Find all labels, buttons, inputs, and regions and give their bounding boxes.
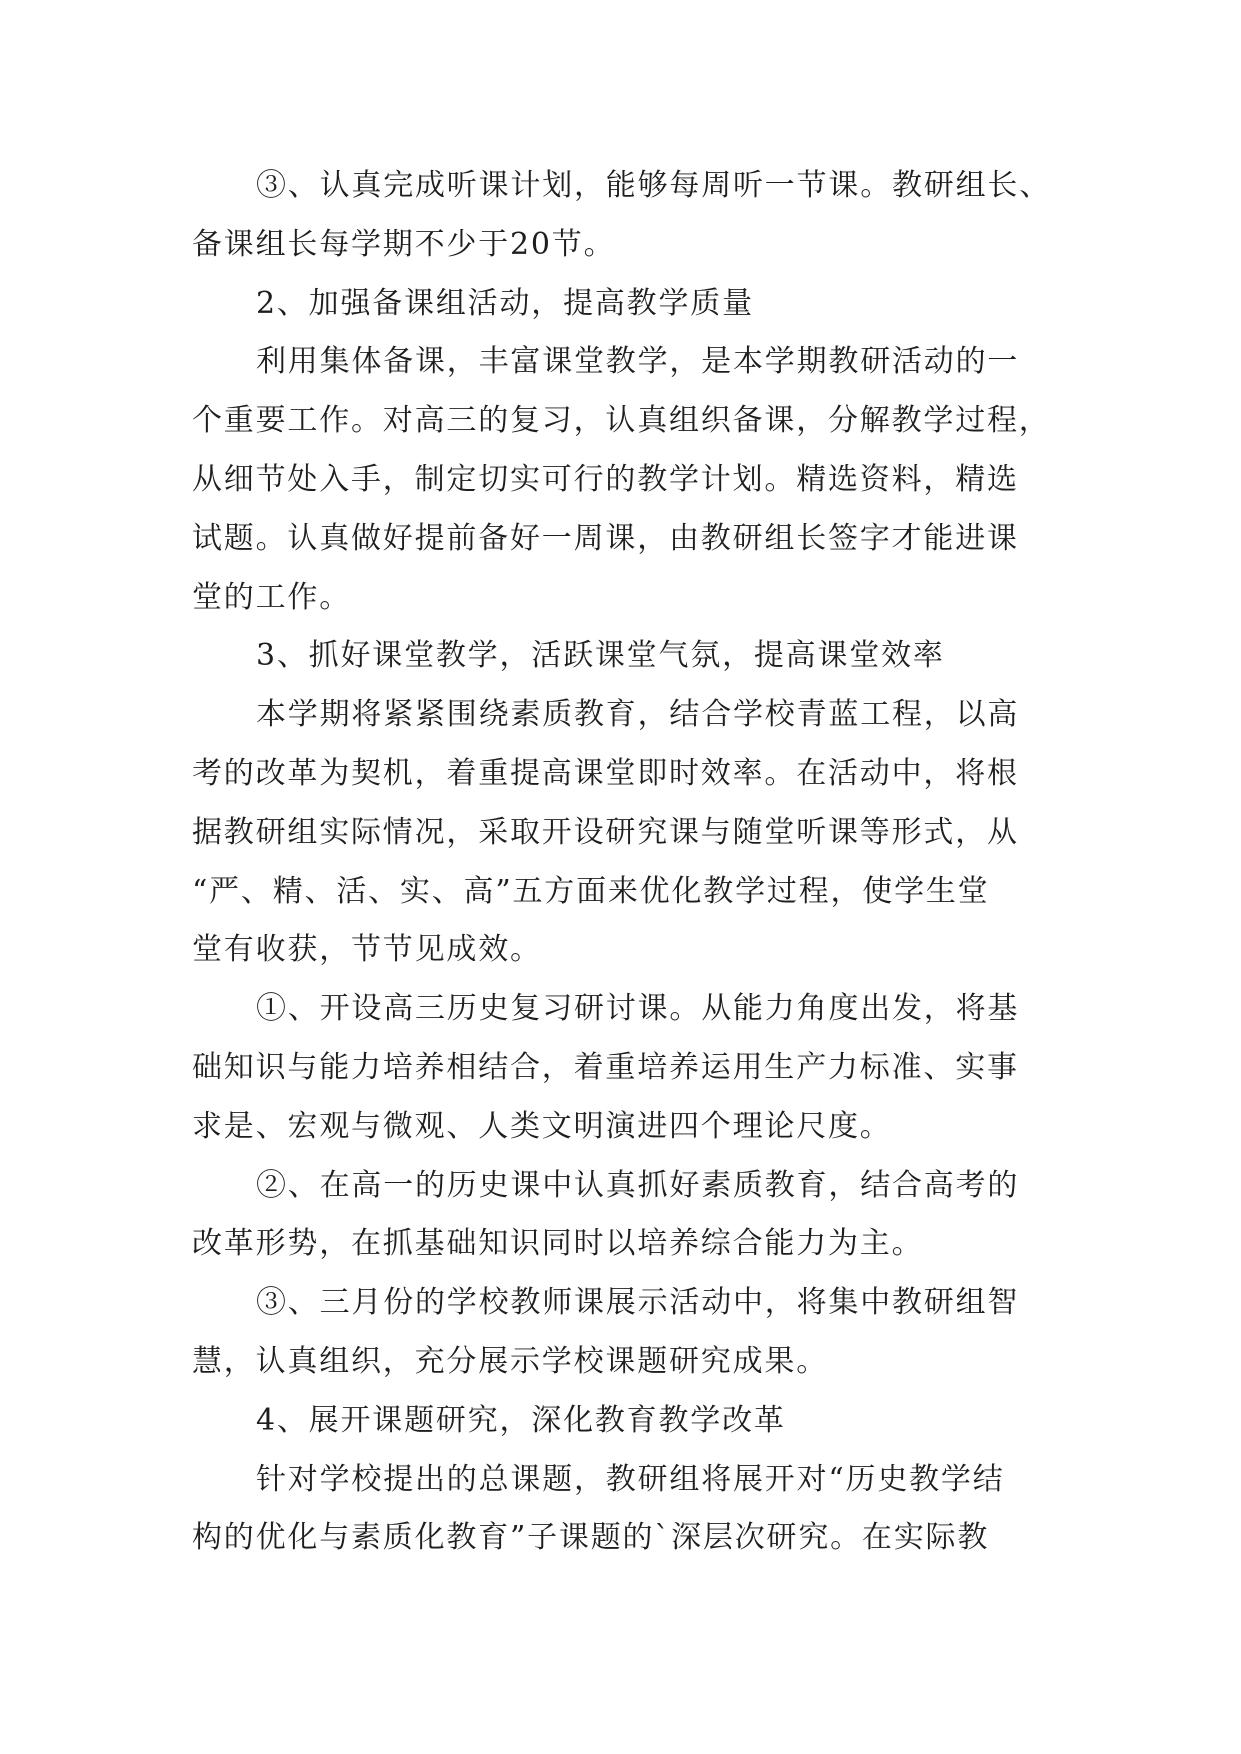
text-line: 据教研组实际情况，采取开设研究课与随堂听课等形式，从: [192, 815, 1019, 850]
text-line: 求是、宏观与微观、人类文明演进四个理论尺度。: [192, 1109, 892, 1144]
text-line: ②、在高一的历史课中认真抓好素质教育，结合高考的: [256, 1168, 1020, 1203]
text-line: 构的优化与素质化教育”子课题的`深层次研究。在实际教: [192, 1520, 990, 1555]
section-heading: 2、加强备课组活动，提高教学质量: [256, 286, 754, 321]
text-line: 试题。认真做好提前备好一周课，由教研组长签字才能进课: [192, 521, 1019, 556]
text-line: 本学期将紧紧围绕素质教育，结合学校青蓝工程，以高: [256, 697, 1020, 732]
text-line: “严、精、活、实、高”五方面来优化教学过程，使学生堂: [192, 874, 990, 909]
section-heading: 4、展开课题研究，深化教育教学改革: [256, 1403, 786, 1438]
text-line: 备课组长每学期不少于20节。: [192, 227, 616, 262]
text-line: 堂的工作。: [192, 580, 351, 615]
text-line: 个重要工作。对高三的复习，认真组织备课，分解教学过程，: [192, 403, 1051, 438]
text-line: 从细节处入手，制定切实可行的教学计划。精选资料，精选: [192, 462, 1019, 497]
text-line: 础知识与能力培养相结合，着重培养运用生产力标准、实事: [192, 1050, 1019, 1085]
text-line: 利用集体备课，丰富课堂教学，是本学期教研活动的一: [256, 344, 1020, 379]
text-line: ③、三月份的学校教师课展示活动中，将集中教研组智: [256, 1285, 1020, 1320]
text-line: 改革形势，在抓基础知识同时以培养综合能力为主。: [192, 1226, 924, 1261]
section-heading: 3、抓好课堂教学，活跃课堂气氛，提高课堂效率: [256, 638, 945, 673]
text-line: 堂有收获，节节见成效。: [192, 932, 542, 967]
text-line: 考的改革为契机，着重提高课堂即时效率。在活动中，将根: [192, 756, 1019, 791]
text-line: 慧，认真组织，充分展示学校课题研究成果。: [192, 1344, 828, 1379]
text-line: ①、开设高三历史复习研讨课。从能力角度出发，将基: [256, 991, 1020, 1026]
text-line: 针对学校提出的总课题，教研组将展开对“历史教学结: [256, 1462, 1005, 1497]
text-line: ③、认真完成听课计划，能够每周听一节课。教研组长、: [256, 168, 1051, 203]
